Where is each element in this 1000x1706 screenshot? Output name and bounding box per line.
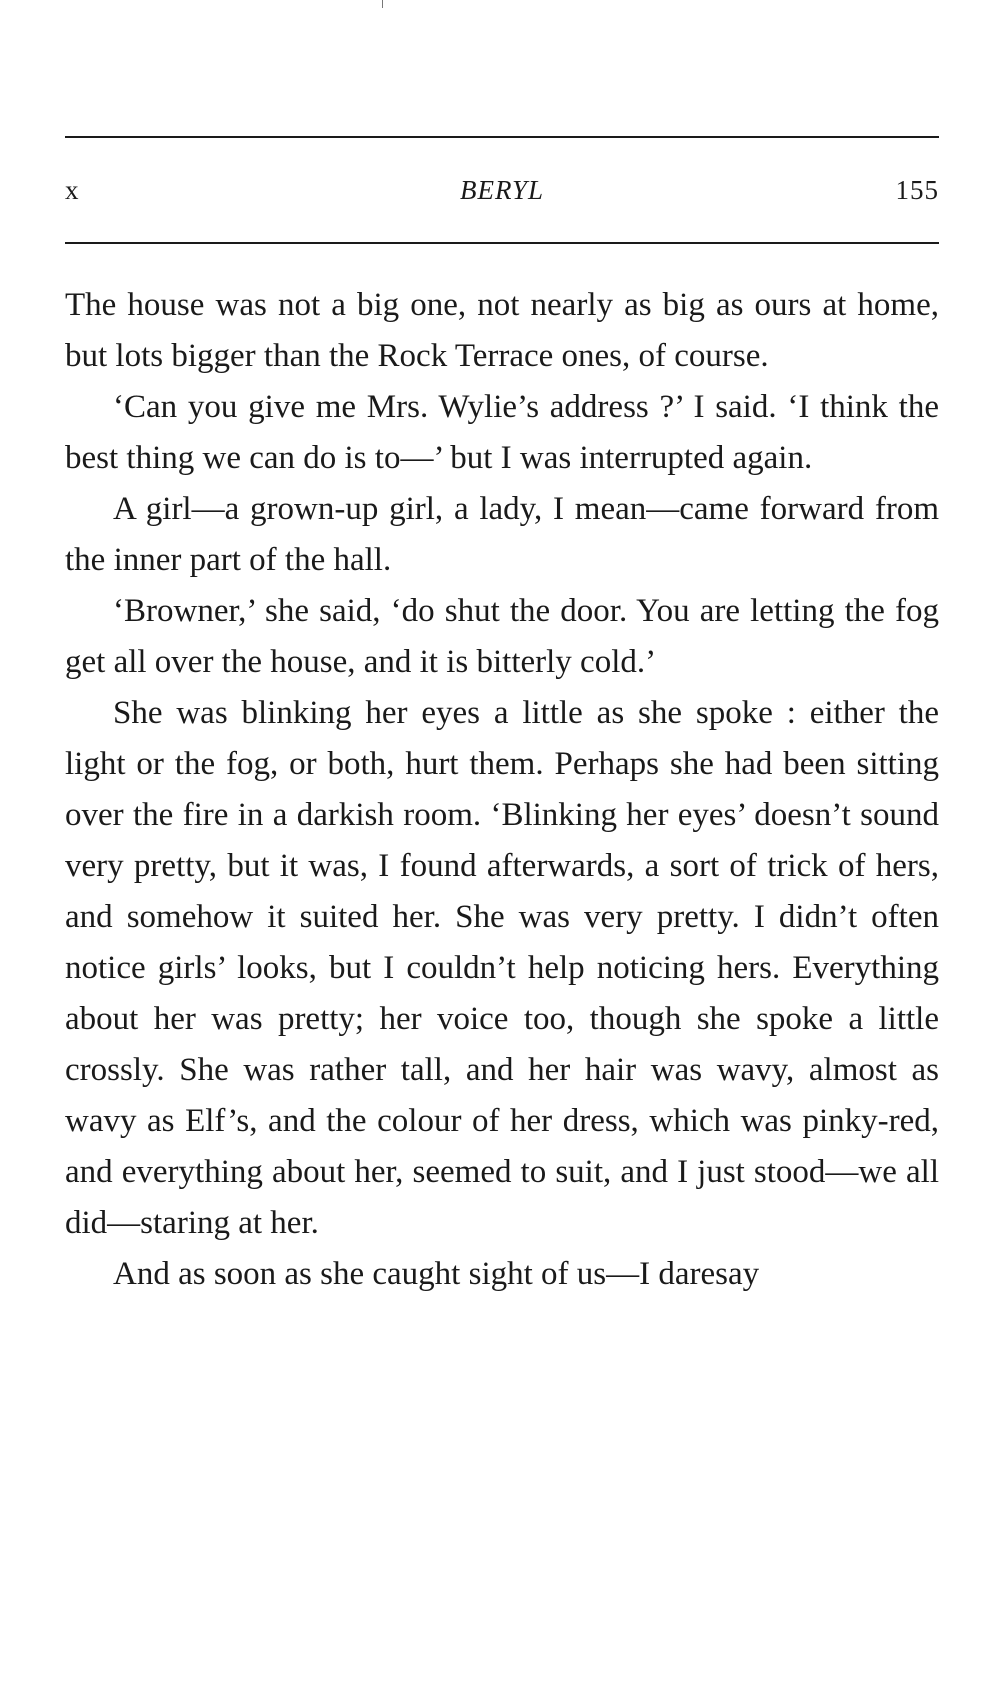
paragraph: A girl—a grown-up girl, a lady, I mean—came forward from the inner part of the hall. <box>65 491 939 578</box>
page-number: 155 <box>895 175 939 205</box>
book-title: BERYL <box>459 175 545 205</box>
header-rule-top <box>65 136 939 138</box>
chapter-number: x <box>65 175 80 205</box>
paragraph: The house was not a big one, not nearly as big as ours at home, but lots bigger than the Rock Terrace ones, of course. <box>65 287 939 374</box>
paragraph: ‘Can you give me Mrs. Wylie’s address ?’ I said. ‘I think the best thing we can do is to—’ but I was interrupted again. <box>65 389 939 476</box>
paragraph: She was blinking her eyes a little as she spoke : either the light or the fog, or both, hurt them. Perhaps she had been sitting over the fire in a darkish room. ‘Blinking her eyes’ doesn’t sound very pretty, but it was, I found afterwards, a sort of trick of hers, and somehow it suited her. She was very pretty. I didn’t often notice girls’ looks, but I couldn’t help noticing hers. Everything about her was pretty; her voice too, though she spoke a little crossly. She was rather tall, and her hair was wavy, almost as wavy as Elf’s, and the colour of her dress, which was pinky-red, and everything about her, seemed to suit, and I just stood—we all did—staring at her. <box>65 695 939 1241</box>
body-text <box>65 280 939 1300</box>
scan-mark <box>382 0 383 8</box>
running-head <box>65 170 939 210</box>
paragraph: ‘Browner,’ she said, ‘do shut the door. You are letting the fog get all over the house, and it is bitterly cold.’ <box>65 593 939 680</box>
header-rule-bottom <box>65 242 939 244</box>
paragraph: And as soon as she caught sight of us—I daresay <box>113 1256 760 1292</box>
